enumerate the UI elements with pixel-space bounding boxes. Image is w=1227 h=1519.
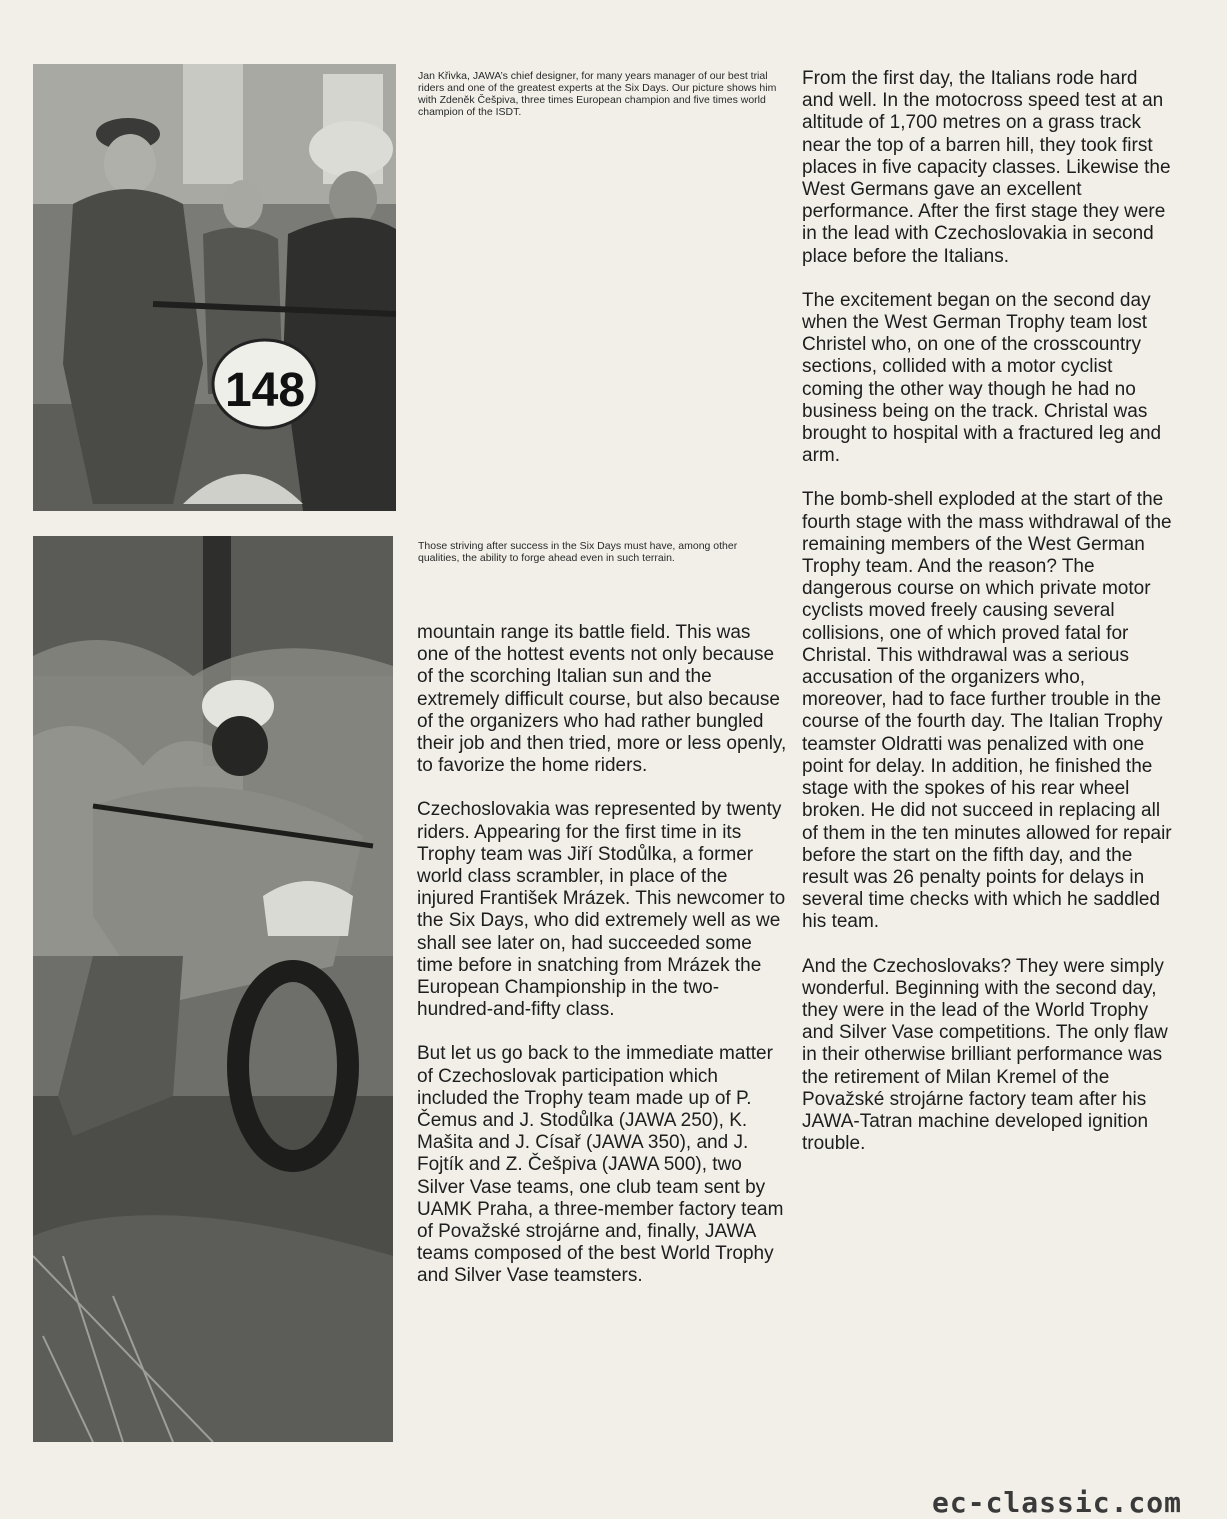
photo-designer-with-rider	[33, 64, 396, 511]
photo-caption: Those striving after success in the Six Days must have, among other qualities, the ability to forge ahead even in such terrain.	[418, 540, 738, 564]
site-watermark: ec-classic.com	[932, 1486, 1183, 1519]
article-paragraph: mountain range its battle field. This was one of the hottest events not only because of the scorching Italian sun and the extremely difficult course, but also because of the organizers who had rather bungled their job and then tried, more or less openly, to favorize the home riders.	[417, 622, 787, 777]
article-column-right	[802, 68, 1172, 1177]
article-column-middle	[417, 622, 787, 1310]
article-paragraph: From the first day, the Italians rode hard and well. In the motocross speed test at an altitude of 1,700 metres on a grass track near the top of a barren hill, they took first places in five capacity classes. Likewise the West Germans gave an excellent performance. After the first stage they were in the lead with Czechoslovakia in second place before the Italians.	[802, 68, 1171, 267]
photo-rider-in-terrain	[33, 536, 393, 1442]
article-paragraph: Czechoslovakia was represented by twenty riders. Appearing for the first time in its Trophy team was Jiří Stodůlka, a former world class scrambler, in place of the injured František Mrázek. This newcomer to the Six Days, who did extremely well as we shall see later on, had succeeded some time before in snatching from Mrázek the European Championship in the two-hundred-and-fifty class.	[417, 799, 786, 1021]
photo-caption: Jan Křivka, JAWA’s chief designer, for many years manager of our best trial riders and one of the greatest experts at the Six Days. Our picture shows him with Zdeněk Češpiva, three times European champion and five times world champion of the ISDT.	[418, 70, 777, 118]
article-paragraph: The bomb-shell exploded at the start of the fourth stage with the mass withdrawal of the remaining members of the West German Trophy team. And the reason? The dangerous course on which private motor cyclists moved freely causing several collisions, one of which proved fatal for Christal. This withdrawal was a serious accusation of the organizers who, moreover, had to face further trouble in the course of the fourth day. The Italian Trophy teamster Oldratti was penalized with one point for delay. In addition, he finished the stage with the spokes of his rear wheel broken. He did not succeed in replacing all of them in the ten minutes allowed for repair before the start on the fifth day, and the result was 26 penalty points for delays in several time checks with which he saddled his team.	[802, 489, 1172, 933]
article-paragraph: And the Czechoslovaks? They were simply wonderful. Beginning with the second day, they were in the lead of the World Trophy and Silver Vase competitions. The only flaw in their otherwise brilliant performance was the retirement of Milan Kremel of the Považské strojárne factory team after his JAWA-Tatran machine developed ignition trouble.	[802, 955, 1168, 1155]
article-paragraph: But let us go back to the immediate matter of Czechoslovak participation which included the Trophy team made up of P. Čemus and J. Stodůlka (JAWA 250), K. Mašita and J. Císař (JAWA 350), and J. Fojtík and Z. Češpiva (JAWA 500), two Silver Vase teams, one club team sent by UAMK Praha, a three-member factory team of Považské strojárne and, finally, JAWA teams composed of the best World Trophy and Silver Vase teamsters.	[417, 1043, 784, 1287]
article-paragraph: The excitement began on the second day when the West German Trophy team lost Christel who, on one of the crosscountry sections, collided with a motor cyclist coming the other way though he had no business being on the track. Christal was brought to hospital with a fractured leg and arm.	[802, 289, 1162, 467]
number-plate-text: 148	[224, 364, 306, 417]
